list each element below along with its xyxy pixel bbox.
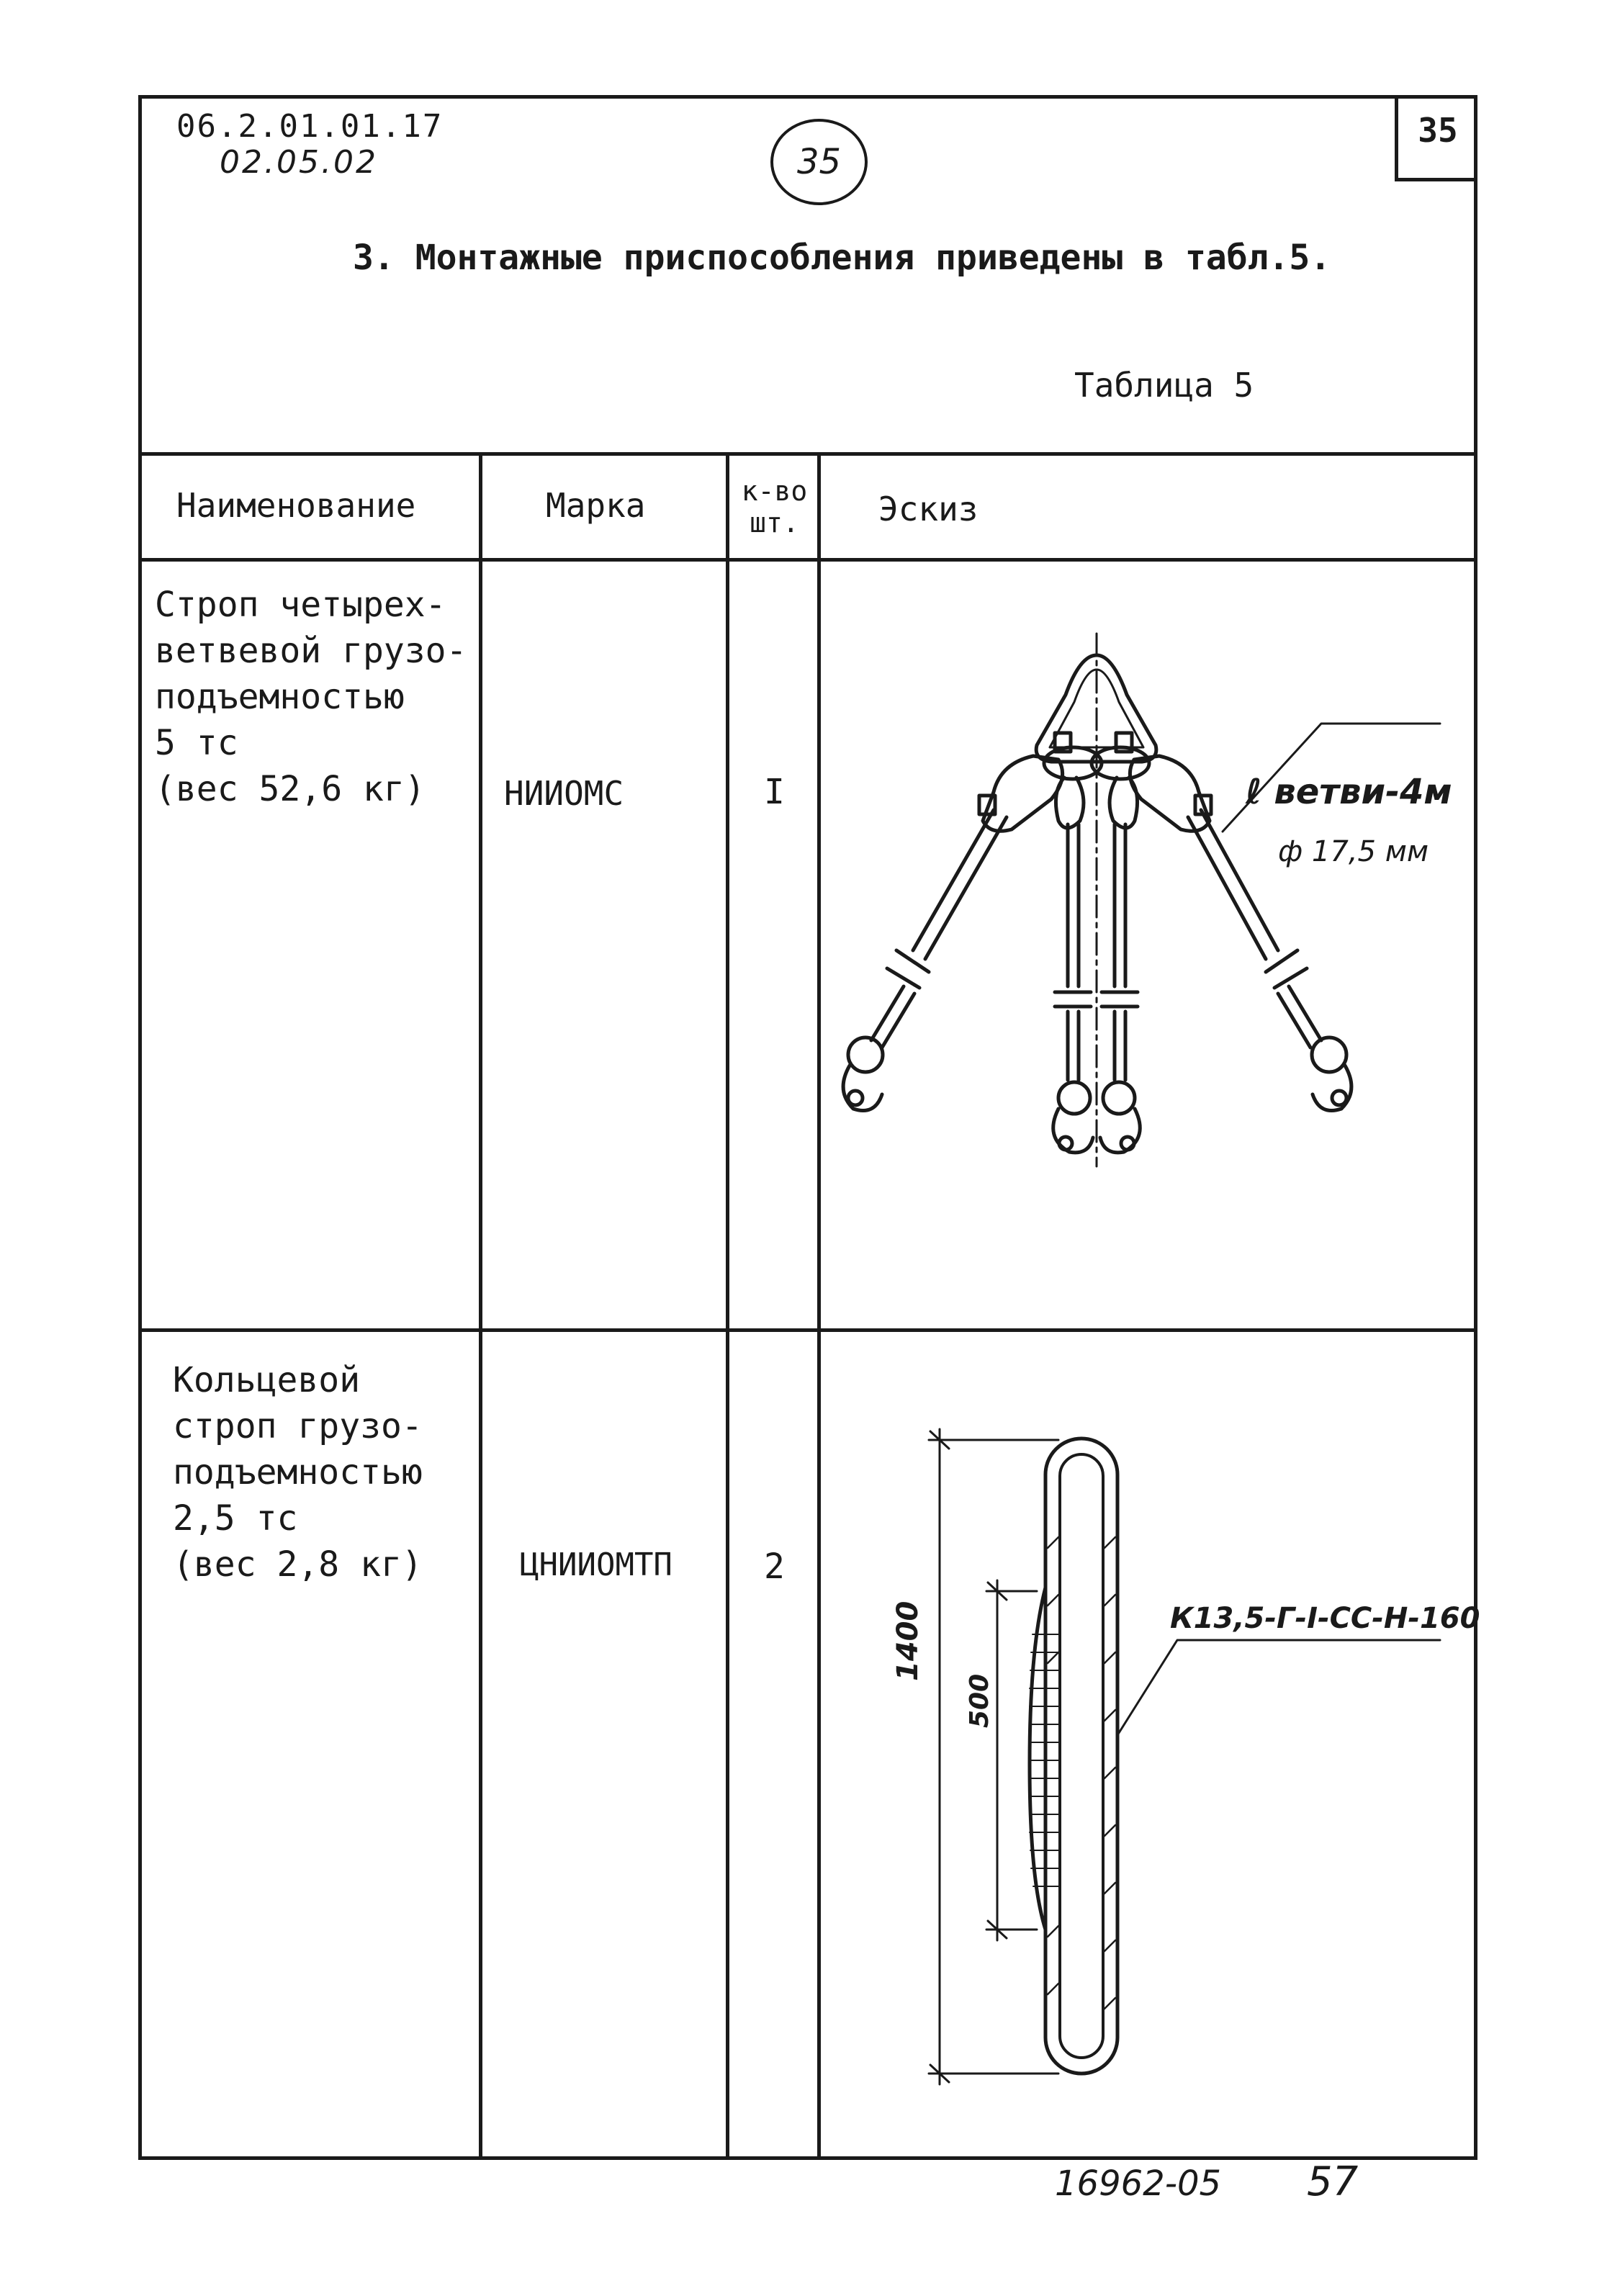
ring-sling-spec-label: К13,5-Г-I-СС-Н-160	[1170, 1602, 1480, 1635]
ring-sling-drawing	[821, 1332, 1476, 2160]
intro-text: 3. Монтажные приспособления приведены в табл.5.	[353, 238, 1331, 278]
col-header-mark: Марка	[546, 486, 646, 525]
document-date: 02.05.02	[220, 144, 378, 181]
col-header-name: Наименование	[176, 486, 416, 525]
document-code: 06.2.01.01.17	[176, 108, 444, 145]
page-number-box	[1395, 95, 1477, 181]
sketch1-diameter-label: ф 17,5 мм	[1278, 835, 1429, 868]
page-number: 35	[1418, 111, 1458, 150]
col-header-qty: к-во шт.	[741, 475, 808, 539]
table-caption: Таблица 5	[1074, 366, 1254, 405]
col-divider-1	[479, 452, 482, 2160]
circled-page-mark	[770, 119, 868, 205]
sheet-number: 57	[1307, 2158, 1359, 2205]
row2-mark: ЦНИИОМТП	[520, 1547, 672, 1583]
dimension-total-label: 1400	[891, 1601, 925, 1681]
col-divider-2	[726, 452, 729, 2160]
circled-page-number: 35	[796, 142, 842, 182]
four-leg-sling-drawing	[821, 562, 1476, 1325]
row1-qty: I	[764, 772, 785, 812]
row2-name: Кольцевой строп грузо- подъемностью 2,5 тс (вес 2,8 кг)	[173, 1360, 423, 1585]
stamp-number: 16962-05	[1055, 2164, 1222, 2204]
col-header-sketch: Эскиз	[878, 490, 979, 528]
sketch1-length-label: ℓ ветви-4м	[1246, 772, 1452, 812]
table-top-line	[138, 452, 1477, 456]
row1-name: Строп четырех- ветвевой грузо- подъемностью 5 тс (вес 52,6 кг)	[155, 585, 467, 809]
row2-qty: 2	[764, 1547, 785, 1587]
row1-mark: НИИОМС	[504, 774, 624, 813]
dimension-inner-label: 500	[965, 1673, 994, 1728]
